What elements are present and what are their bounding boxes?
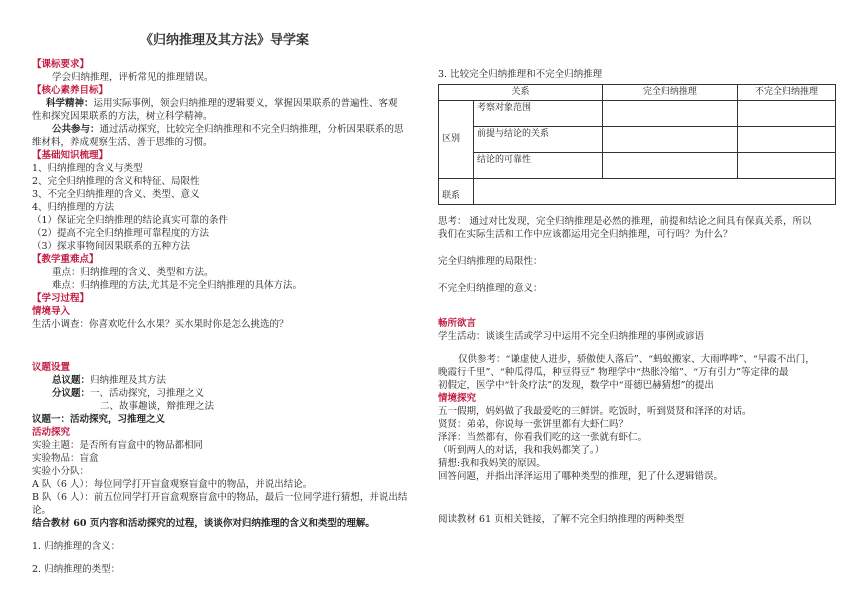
shiyan-fenzu: 实验小分队： — [32, 466, 90, 477]
question-3: 3. 比较完全归纳推理和不完全归纳推理 — [438, 69, 603, 80]
td-lianxi-content[interactable] — [474, 179, 836, 205]
suyang-2-label: 公共参与： — [52, 124, 100, 135]
suyang-2-cont: 维材料，养成观察生活、善于思维的习惯。 — [32, 137, 213, 148]
xuesheng: 学生活动：谈谈生活或学习中运用不完全归纳推理的事例或谚语 — [438, 331, 705, 342]
fen-1: 一、活动探究，习推理之义 — [90, 388, 205, 399]
td-row3-wanquan[interactable] — [602, 153, 737, 179]
fen-yiti — [32, 387, 427, 400]
fen-label: 分议题： — [52, 388, 91, 399]
jichu-item: （3）探求事物间因果联系的五种方法 — [32, 241, 191, 252]
td-row2-wanquan[interactable] — [602, 127, 737, 153]
cankao-3: 初假定，医学中“针灸疗法”的发现，数学中“哥德巴赫猜想”的提出 — [438, 380, 714, 391]
suyang-2 — [32, 123, 427, 136]
jichu-item: 2、完全归纳推理的含义和特征、局限性 — [32, 176, 200, 187]
shiyan-zhuti: 实验主题：是否所有盲盒中的物品都相同 — [32, 440, 204, 451]
qingjing-text: 生活小调查：你喜欢吃什么水果？买水果时你是怎么挑选的？ — [32, 319, 289, 330]
cankao-2: 晚霞行千里”、“种瓜得瓜，种豆得豆” 物理学中“热胀冷缩”、“万有引力”等定律的最 — [438, 367, 789, 378]
th-wanquan: 完全归纳推理 — [602, 85, 737, 101]
yiti1: 议题一：活动探究，习推理之义 — [32, 414, 166, 425]
jichu-item: 3、不完全归纳推理的含义、类型、意义 — [32, 189, 200, 200]
zong-label: 总议题： — [52, 375, 91, 386]
td-row1-buwanquan[interactable] — [737, 101, 835, 127]
yiyi: 不完全归纳推理的意义： — [438, 283, 543, 294]
nandian: 难点：归纳推理的方法,尤其是不完全归纳推理的具体方法。 — [52, 280, 303, 291]
qingjing-tanjiu-head: 情境探究 — [438, 393, 477, 404]
section-suyang: 【核心素养目标】 — [32, 85, 109, 96]
huodong-head: 活动探究 — [32, 427, 71, 438]
th-buwanquan: 不完全归纳推理 — [737, 85, 835, 101]
gushi-6: 回答问题，并指出泽泽运用了哪种类型的推理，犯了什么逻辑错误。 — [438, 471, 724, 482]
jichu-item: 4、归纳推理的方法 — [32, 202, 115, 213]
question-2: 2. 归纳推理的类型： — [32, 564, 121, 575]
gushi-2: 贤贤：弟弟，你说每一张饼里都有大虾仁吗？ — [438, 419, 629, 430]
td-row2-buwanquan[interactable] — [737, 127, 835, 153]
juxian: 完全归纳推理的局限性： — [438, 256, 543, 267]
qingjing-head: 情境导入 — [32, 306, 71, 317]
th-guanxi: 关系 — [439, 85, 603, 101]
td-row3: 结论的可靠性 — [474, 153, 603, 179]
zong-yiti — [32, 374, 427, 387]
a-dui: A 队（6 人）：每位同学打开盲盒观察盲盒中的物品，并说出结论。 — [32, 479, 313, 490]
td-qubie: 区别 — [439, 101, 474, 179]
jichu-item: （1）保证完全归纳推理的结论真实可靠的条件 — [32, 215, 229, 226]
td-row1-wanquan[interactable] — [602, 101, 737, 127]
shiyan-wupin: 实验物品：盲盒 — [32, 453, 99, 464]
suyang-1-label: 科学精神： — [46, 98, 94, 109]
left-column — [32, 58, 427, 576]
suyang-2-text: 通过活动探究，比较完全归纳推理和不完全归纳推理，分析因果联系的思 — [99, 124, 404, 135]
td-row2: 前提与结论的关系 — [474, 127, 603, 153]
question-1: 1. 归纳推理的含义： — [32, 541, 121, 552]
suyang-1-text: 运用实际事例，领会归纳推理的逻辑要义，掌握因果联系的普遍性、客观 — [93, 98, 398, 109]
td-row1: 考察对象范围 — [474, 101, 603, 127]
yuedu: 阅读教材 61 页相关链接，了解不完全归纳推理的两种类型 — [438, 514, 685, 525]
b-dui-cont: 论。 — [32, 505, 52, 516]
td-row3-buwanquan[interactable] — [737, 153, 835, 179]
cankao-1: 仅供参考：“谦虚使人进步，骄傲使人落后”、“蚂蚁搬家、大雨哗哗”、“早霞不出门， — [458, 354, 815, 365]
td-lianxi: 联系 — [439, 179, 474, 205]
gushi-5: 猜想:我和我妈笑的原因。 — [438, 458, 546, 469]
fen-2: 二、故事趣谈，辩推理之法 — [100, 401, 215, 412]
section-guocheng: 【学习过程】 — [32, 293, 90, 304]
b-dui: B 队（6 人）：前五位同学打开盲盒观察盲盒中的物品，最后一位同学进行猜想，并说出结 — [32, 492, 408, 503]
sikao-1: 思考： 通过对比发现，完全归纳推理是必然的推理，前提和结论之间具有保真关系，所以 — [438, 216, 812, 227]
sikao-2: 我们在实际生活和工作中应该都运用完全归纳推理，可行吗？为什么？ — [438, 229, 733, 240]
jichu-item: （2）提高不完全归纳推理可靠程度的方法 — [32, 228, 210, 239]
page-title: 《归纳推理及其方法》导学案 — [140, 33, 310, 48]
gushi-4: （听到两人的对话，我和我妈都笑了。） — [438, 445, 605, 456]
zong-text: 归纳推理及其方法 — [90, 375, 167, 386]
right-column — [438, 68, 833, 526]
gushi-1: 五一假期，妈妈做了我最爱吃的三鲜饼。吃饭时，听到贤贤和泽泽的对话。 — [438, 406, 752, 417]
gushi-3: 泽泽：当然都有，你看我们吃的这一张就有虾仁。 — [438, 432, 648, 443]
section-zhongnan: 【教学重难点】 — [32, 254, 99, 265]
yiti-head: 议题设置 — [32, 362, 71, 373]
section-kebiao: 【课标要求】 — [32, 59, 90, 70]
kebiao-text: 学会归纳推理，评析常见的推理错误。 — [52, 72, 214, 83]
changsuo-head: 畅所欲言 — [438, 318, 477, 329]
jiehe: 结合教材 60 页内容和活动探究的过程，谈谈你对归纳推理的含义和类型的理解。 — [32, 518, 375, 529]
suyang-1 — [32, 97, 427, 110]
jichu-item: 1、归纳推理的含义与类型 — [32, 163, 143, 174]
comparison-table — [438, 84, 836, 205]
zhongdian: 重点：归纳推理的含义、类型和方法。 — [52, 267, 214, 278]
section-jichu: 【基础知识梳理】 — [32, 150, 109, 161]
suyang-1-cont: 性和探究因果联系的方法，树立科学精神。 — [32, 111, 213, 122]
